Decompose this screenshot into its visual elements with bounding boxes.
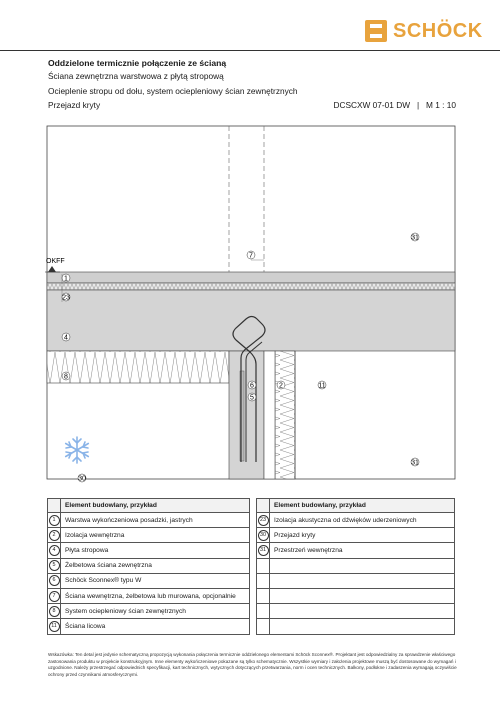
legend-table-left — [47, 498, 250, 635]
svg-text:1: 1 — [64, 275, 68, 283]
floor-screed — [47, 272, 455, 283]
legend-header-right: Element budowlany, przykład — [270, 499, 455, 513]
marker-11 — [318, 381, 326, 389]
table-row: 1 Warstwa wykończeniowa posadzki, jastrych — [48, 513, 250, 528]
marker-31-lower — [411, 458, 419, 466]
svg-text:23: 23 — [62, 294, 70, 302]
legend-header-left: Element budowlany, przykład — [61, 499, 250, 513]
table-row — [257, 619, 455, 634]
marker-6 — [248, 381, 256, 389]
table-row: 4 Płyta stropowa — [48, 543, 250, 558]
marker-4 — [62, 333, 70, 341]
snowflake-icon — [66, 437, 89, 463]
table-row: 5 Żelbetowa ściana zewnętrzna — [48, 558, 250, 573]
svg-text:5: 5 — [250, 394, 254, 402]
table-row — [257, 558, 455, 573]
brand-name: SCHÖCK — [393, 19, 483, 42]
impact-sound-insulation — [47, 283, 455, 290]
subtitle-line-3: Przejazd kryty — [48, 100, 101, 110]
legend-table-right — [256, 498, 455, 635]
svg-text:8: 8 — [64, 373, 68, 381]
page-title: Oddzielone termicznie połączenie ze ścianą — [48, 58, 227, 68]
svg-text:4: 4 — [64, 334, 68, 342]
svg-text:31: 31 — [411, 459, 419, 467]
table-row: 7 Ściana wewnętrzna, żelbetowa lub murowana, opcjonalnie — [48, 588, 250, 603]
facing-wall-gap — [264, 351, 275, 479]
marker-7 — [247, 251, 255, 259]
marker-23 — [62, 293, 70, 301]
svg-text:31: 31 — [411, 234, 419, 242]
drawing-code-and-scale: DCSCXW 07-01 DW | M 1 : 10 — [333, 100, 456, 110]
table-row: 11 Ściana licowa — [48, 619, 250, 634]
table-row — [257, 604, 455, 619]
table-row: 31 Przestrzeń wewnętrzna — [257, 543, 455, 558]
wall-insulation — [275, 351, 295, 479]
svg-text:7: 7 — [249, 252, 253, 260]
subtitle-line-2: Ocieplenie stropu od dołu, system ociepleniowy ścian zewnętrznych — [48, 86, 298, 96]
marker-8 — [62, 372, 70, 380]
svg-text:6: 6 — [250, 382, 254, 390]
level-label: OKFF — [46, 258, 65, 265]
table-row: 23 Izolacja akustyczna od dźwięków uderzeniowych — [257, 513, 455, 528]
floor-slab — [47, 290, 455, 351]
marker-1 — [62, 274, 70, 282]
svg-text:30: 30 — [78, 475, 86, 483]
marker-31-upper — [411, 233, 419, 241]
marker-2 — [277, 381, 285, 389]
table-row — [257, 588, 455, 603]
subtitle-line-1: Ściana zewnętrzna warstwowa z płytą stropową — [48, 71, 224, 81]
svg-text:11: 11 — [318, 382, 326, 390]
ceiling-insulation — [47, 351, 229, 383]
table-row: 6 Schöck Sconnex® typu W — [48, 573, 250, 588]
marker-30 — [78, 474, 86, 482]
table-row — [257, 573, 455, 588]
svg-text:2: 2 — [279, 382, 283, 390]
table-row: 8 System ociepleniowy ścian zewnętrznych — [48, 604, 250, 619]
disclaimer-footnote: Wskazówka: Ten detal jest jedynie schematyczną propozycją wykonania połączenia termicznie oddzielonego elementami Schöck Sconnex®. Projektant jest odpowiedzialny za sprawdzenie właściwego zastosowania produktu w projekcie konstrukcyjnym. Inne elementy wykończeniowe pokazane są tylko schematycznie. Wszystkie wymiary i założenia projektowe muszą być dostosowane do wymagań i uzgodnione. Należy przestrzegać odpowiednich specyfikacji, kart technicznych, wytycznych dotyczących przetwarzania, norm i ocen technicznych. Balkony, podłokne i zadaszenia wymagają oczywiście ochrony przed czynnikami atmosferycznymi. — [48, 652, 457, 677]
level-arrow-icon — [48, 266, 56, 272]
table-row: 30 Przejazd kryty — [257, 528, 455, 543]
table-row: 2 Izolacja wewnętrzna — [48, 528, 250, 543]
marker-5 — [248, 393, 256, 401]
